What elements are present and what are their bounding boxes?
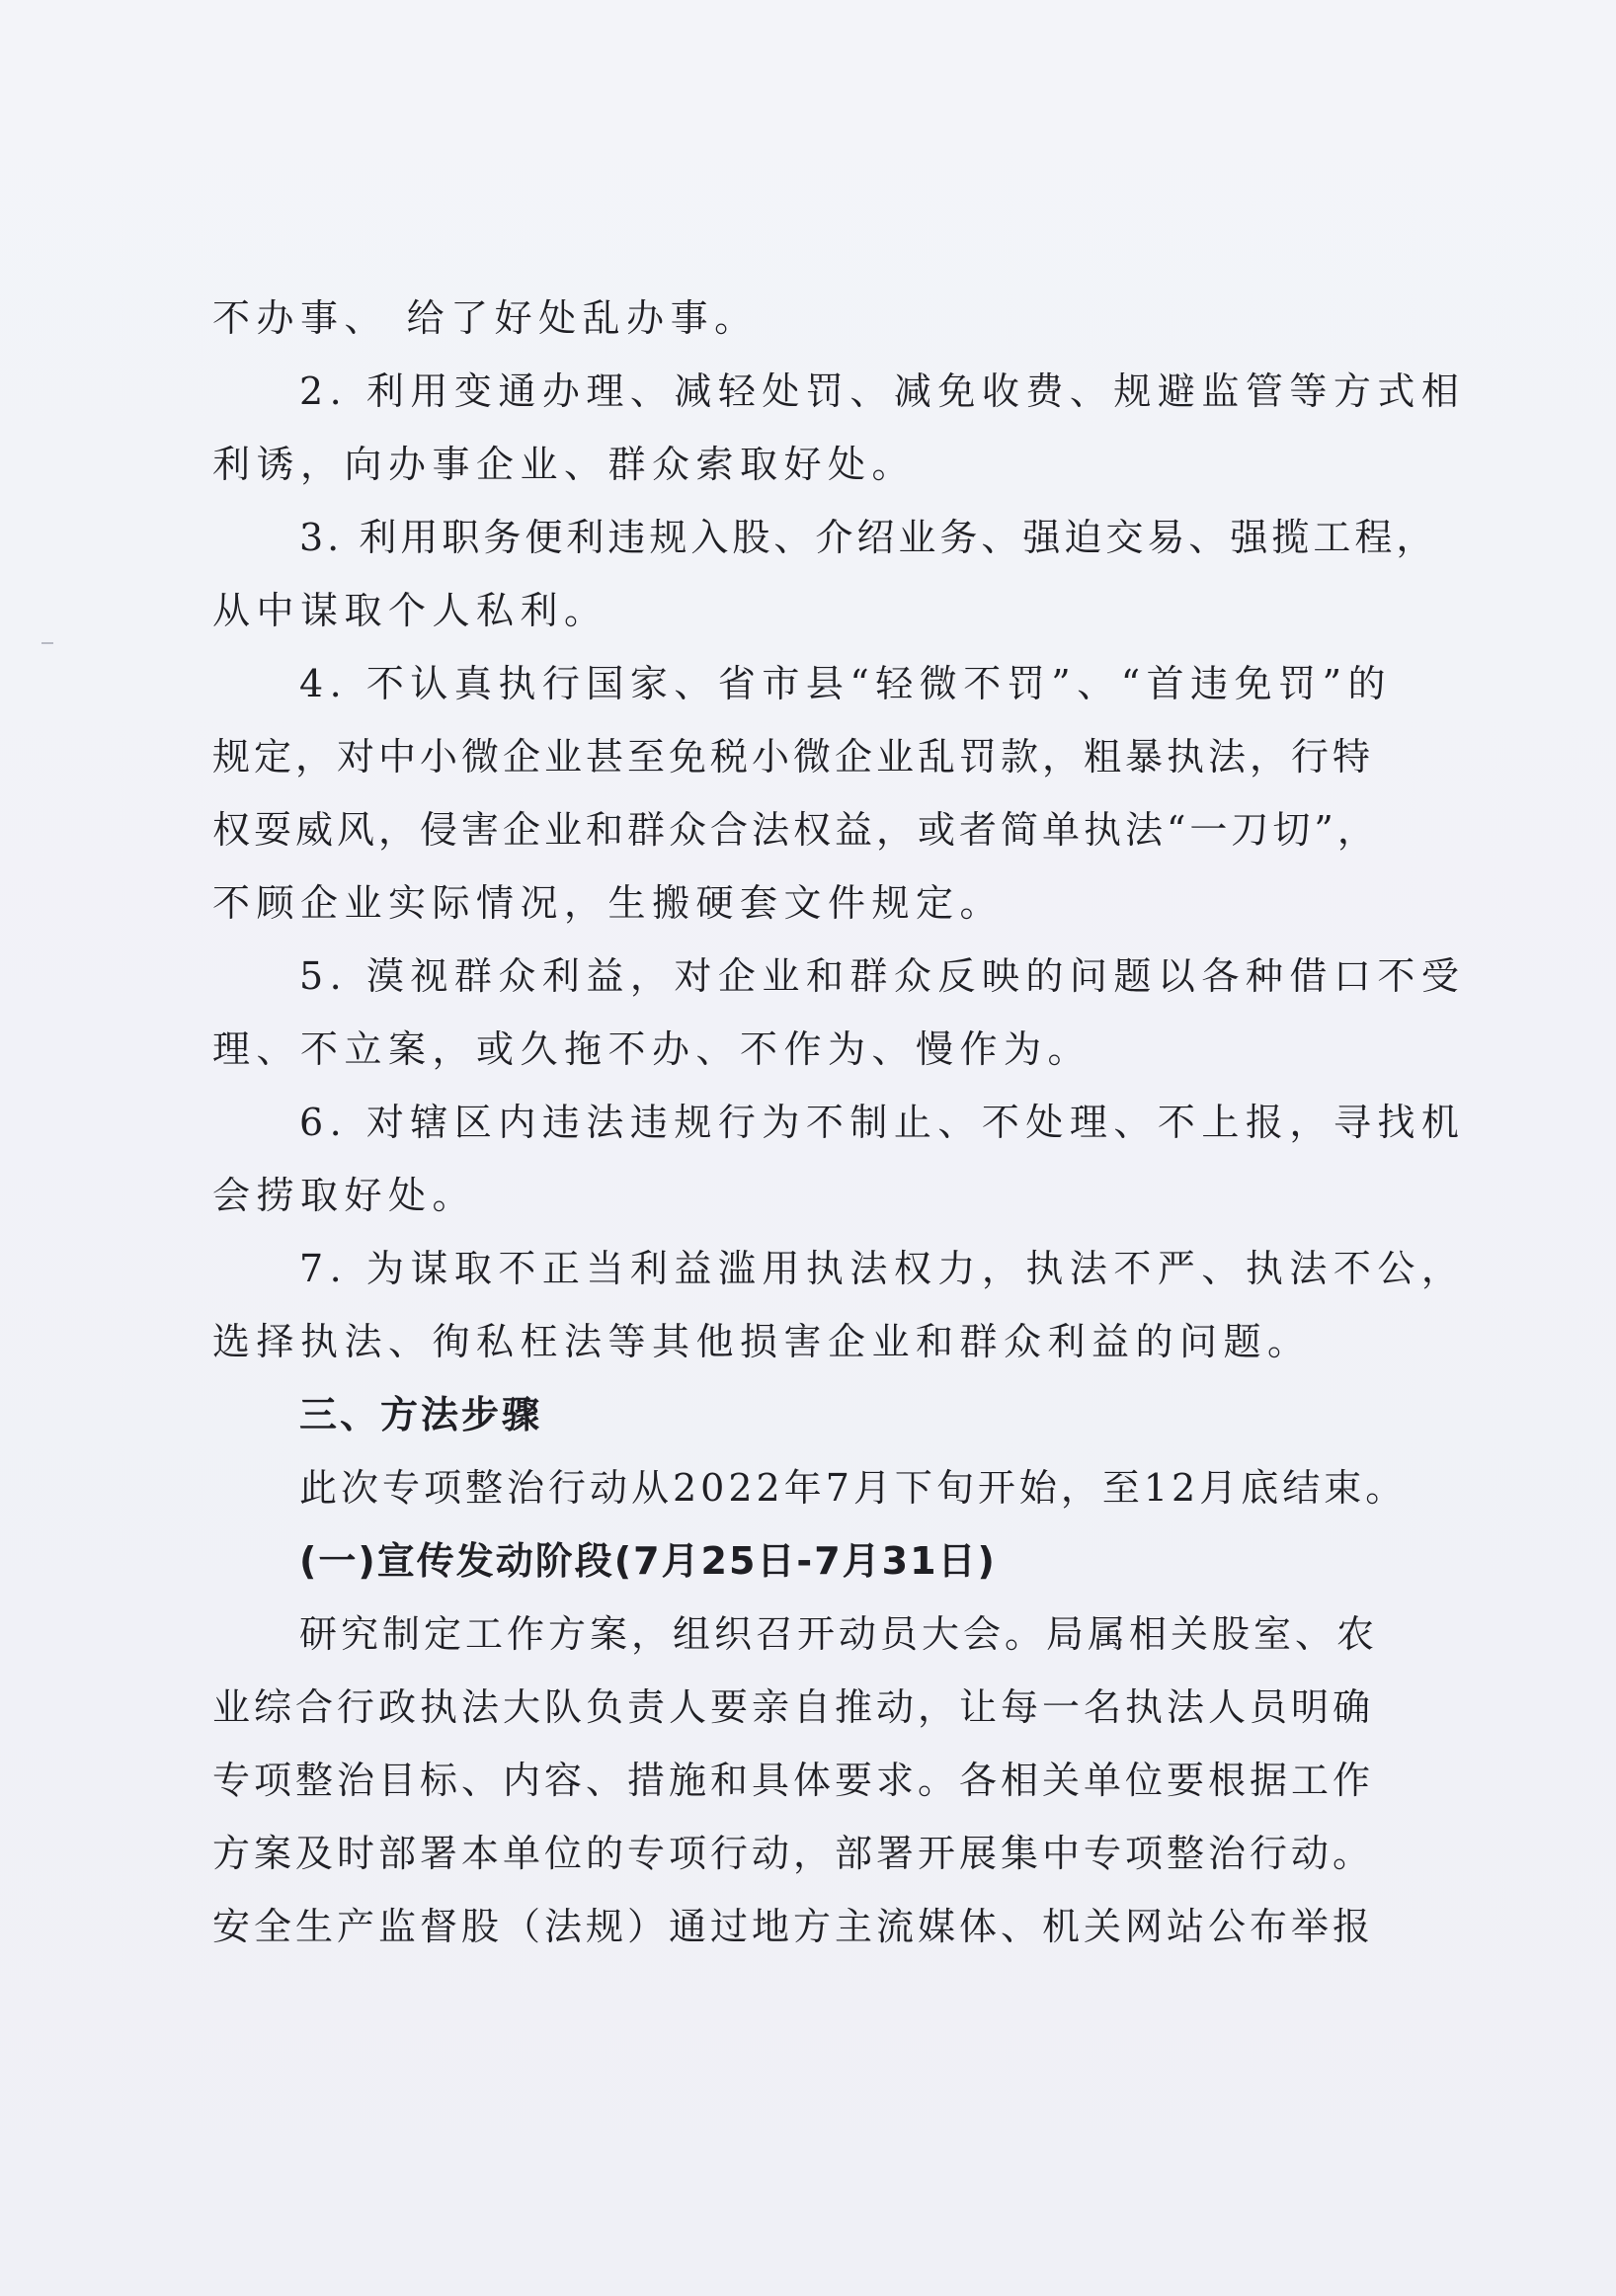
list-item-6-line: 会捞取好处。 — [212, 1174, 477, 1217]
subsection-heading-publicity: (一)宣传发动阶段(7月25日-7月31日) — [299, 1539, 997, 1583]
scan-margin-mark — [41, 642, 53, 644]
body-paragraph-line: 专项整治目标、内容、措施和具体要求。各相关单位要根据工作 — [212, 1759, 1375, 1802]
body-paragraph-line: 研究制定工作方案，组织召开动员大会。局属相关股室、农 — [299, 1612, 1379, 1656]
section-heading-methods: 三、方法步骤 — [299, 1393, 543, 1436]
paragraph-line: 不办事、 给了好处乱办事。 — [212, 296, 759, 340]
list-item-3-line: 从中谋取个人私利。 — [212, 589, 608, 632]
list-item-3-line: 3. 利用职务便利违规入股、介绍业务、强迫交易、强揽工程， — [299, 516, 1438, 559]
list-item-4-line: 不顾企业实际情况，生搬硬套文件规定。 — [212, 881, 1005, 925]
list-item-5-line: 理、不立案，或久拖不办、不作为、慢作为。 — [212, 1027, 1092, 1071]
body-paragraph-line: 业综合行政执法大队负责人要亲自推动，让每一名执法人员明确 — [212, 1685, 1375, 1729]
list-item-4-line: 权耍威风，侵害企业和群众合法权益，或者简单执法“一刀切”， — [212, 808, 1379, 852]
list-item-7-line: 选择执法、徇私枉法等其他损害企业和群众利益的问题。 — [212, 1320, 1312, 1363]
list-item-2-line: 利诱，向办事企业、群众索取好处。 — [212, 443, 917, 486]
schedule-paragraph-line: 此次专项整治行动从2022年7月下旬开始，至12月底结束。 — [299, 1466, 1408, 1510]
list-item-2-line: 2. 利用变通办理、减轻处罚、减免收费、规避监管等方式相 — [299, 369, 1466, 413]
list-item-6-line: 6. 对辖区内违法违规行为不制止、不处理、不上报，寻找机 — [299, 1101, 1466, 1144]
list-item-5-line: 5. 漠视群众利益，对企业和群众反映的问题以各种借口不受 — [299, 954, 1466, 998]
list-item-7-line: 7. 为谋取不正当利益滥用执法权力，执法不严、执法不公， — [299, 1247, 1466, 1290]
list-item-4-line: 4. 不认真执行国家、省市县“轻微不罚”、“首违免罚”的 — [299, 662, 1393, 705]
body-paragraph-line: 方案及时部署本单位的专项行动，部署开展集中专项整治行动。 — [212, 1832, 1375, 1875]
document-body — [212, 282, 1466, 1963]
list-item-4-line: 规定，对中小微企业甚至免税小微企业乱罚款，粗暴执法，行特 — [212, 735, 1375, 779]
body-paragraph-line: 安全生产监督股（法规）通过地方主流媒体、机关网站公布举报 — [212, 1905, 1375, 1948]
